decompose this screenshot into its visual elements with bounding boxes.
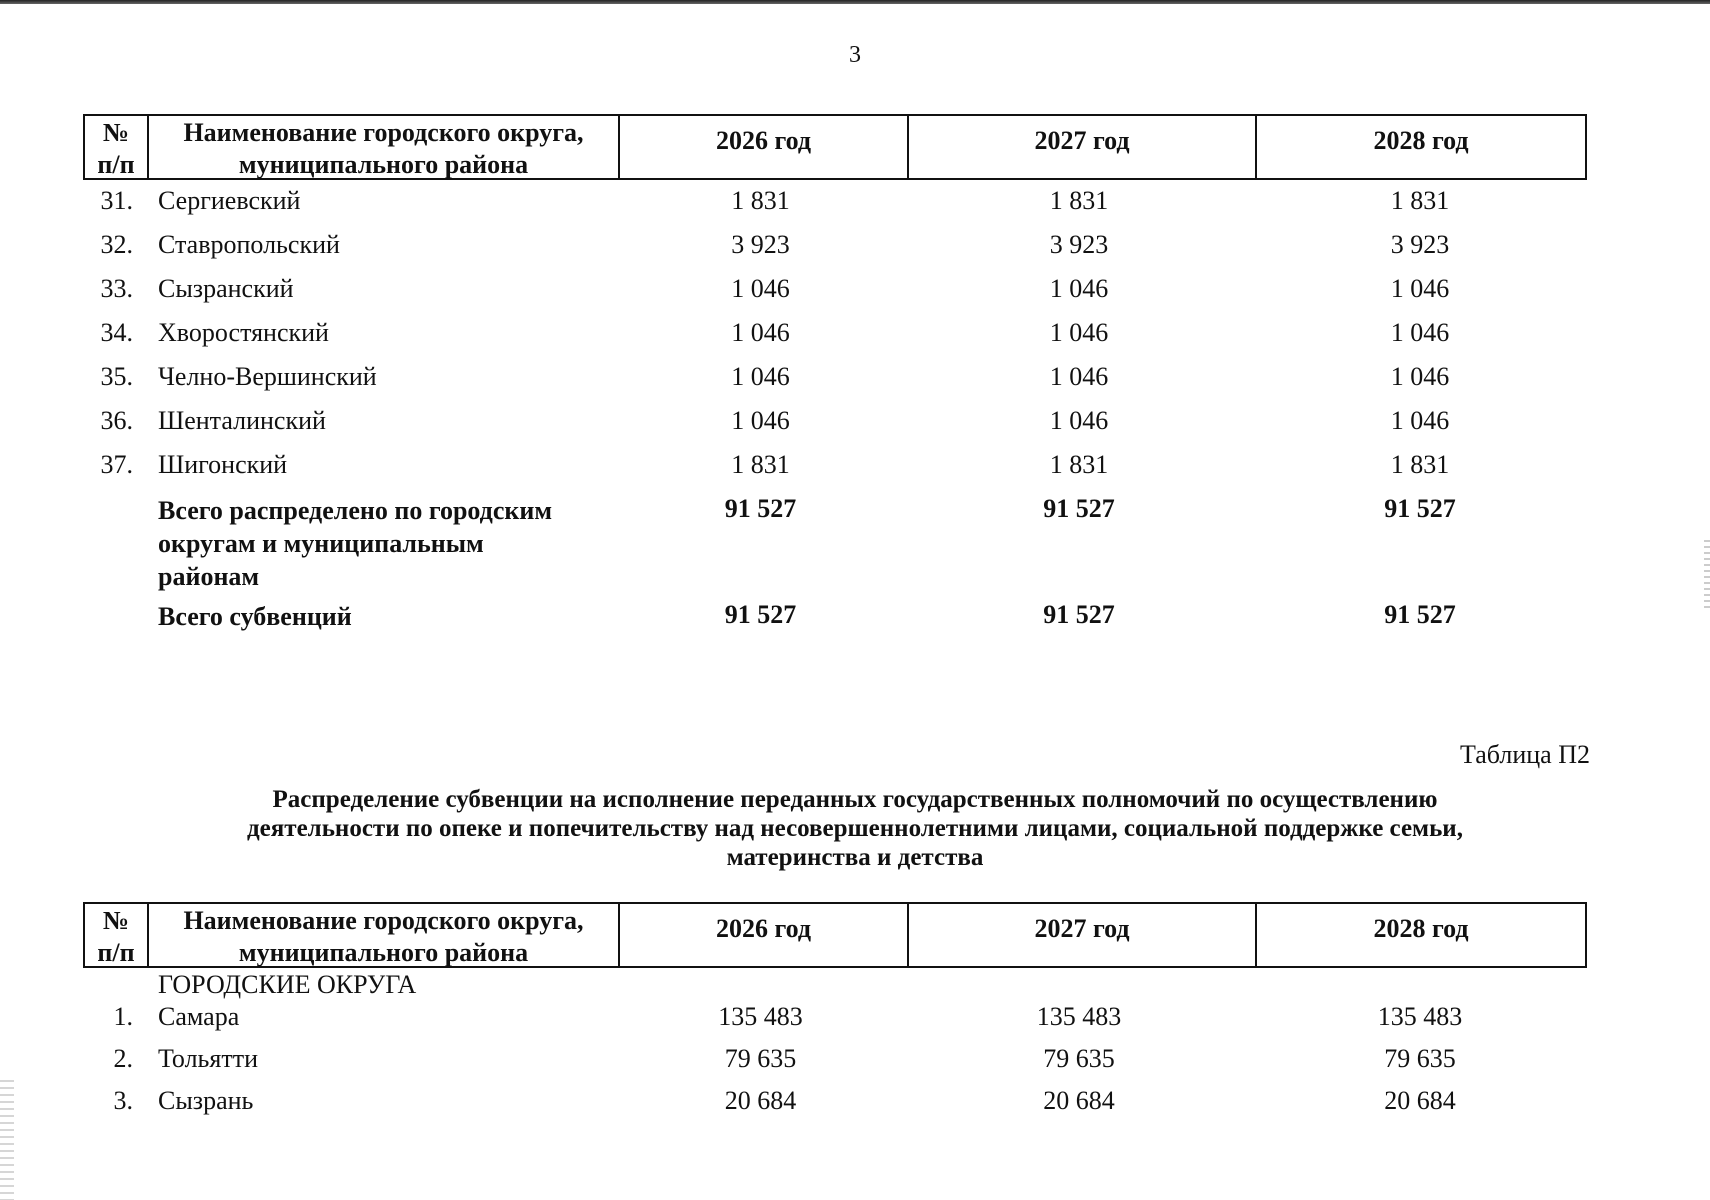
row-value-2026: 1 831 — [731, 450, 790, 479]
table-row — [83, 274, 1587, 318]
row-value-2028: 20 684 — [1384, 1086, 1456, 1115]
row-value-2027: 1 046 — [1049, 274, 1109, 303]
row-name: Челно-Вершинский — [158, 362, 377, 391]
total-distributed-2026: 91 527 — [724, 494, 797, 523]
row-number: 36. — [100, 406, 133, 435]
scan-noise-right — [1704, 540, 1710, 610]
table-title-line3: материнства и детства — [726, 844, 984, 871]
header-2028: 2028 год — [1255, 904, 1585, 966]
row-value-2028: 1 831 — [1390, 186, 1450, 215]
row-number: 3. — [113, 1086, 133, 1115]
table-row — [83, 362, 1587, 406]
header-num-line1: № — [102, 906, 130, 935]
row-value-2026: 1 831 — [731, 186, 790, 215]
row-value-2026: 79 635 — [724, 1044, 797, 1073]
row-name: Самара — [158, 1002, 240, 1031]
row-value-2026: 1 046 — [731, 274, 790, 303]
table-row — [83, 406, 1587, 450]
row-value-2027: 20 684 — [1043, 1086, 1115, 1115]
row-value-2028: 135 483 — [1377, 1002, 1463, 1031]
table-1-header — [83, 114, 1587, 180]
total-subventions-2026: 91 527 — [724, 600, 797, 629]
header-name-cell — [147, 904, 618, 966]
header-2027: 2027 год — [907, 116, 1255, 178]
section-label-city-districts: ГОРОДСКИЕ ОКРУГА — [158, 970, 417, 999]
table-1 — [83, 114, 1587, 644]
total-distributed-line2: округам и муниципальным — [158, 529, 484, 558]
table-2 — [83, 902, 1587, 1128]
row-value-2027: 1 046 — [1049, 318, 1109, 347]
header-num-line2: п/п — [97, 938, 135, 967]
row-number: 1. — [113, 1002, 133, 1031]
table-row — [83, 186, 1587, 230]
row-name: Сызрань — [158, 1086, 254, 1115]
row-name: Сызранский — [158, 274, 294, 303]
row-value-2028: 1 831 — [1390, 450, 1450, 479]
table-row — [83, 230, 1587, 274]
row-name: Сергиевский — [158, 186, 301, 215]
total-distributed-line1: Всего распределено по городским — [158, 496, 553, 525]
total-distributed-2028: 91 527 — [1384, 494, 1456, 523]
row-value-2028: 1 046 — [1390, 362, 1450, 391]
header-name-line2: муниципального района — [238, 938, 529, 967]
row-value-2027: 135 483 — [1036, 1002, 1122, 1031]
row-number: 34. — [100, 318, 133, 347]
row-value-2028: 1 046 — [1390, 406, 1450, 435]
table-title — [120, 785, 1590, 872]
row-number: 2. — [113, 1044, 133, 1073]
header-2027: 2027 год — [907, 904, 1255, 966]
row-value-2026: 1 046 — [731, 318, 790, 347]
header-name-line1: Наименование городского округа, — [183, 906, 584, 935]
row-number: 35. — [100, 362, 133, 391]
table-row — [83, 450, 1587, 494]
row-name: Шенталинский — [158, 406, 326, 435]
table-caption: Таблица П2 — [1460, 740, 1590, 769]
row-value-2026: 135 483 — [718, 1002, 803, 1031]
table-row — [83, 1044, 1587, 1086]
page-number: 3 — [849, 42, 861, 68]
table-title-line2: деятельности по опеке и попечительству над несовершеннолетними лицами, социальной поддержке семьи, — [247, 815, 1463, 842]
row-value-2027: 79 635 — [1043, 1044, 1115, 1073]
row-value-2027: 1 831 — [1049, 450, 1109, 479]
header-2028: 2028 год — [1255, 116, 1585, 178]
header-name-line2: муниципального района — [238, 150, 529, 179]
table-row — [83, 1002, 1587, 1044]
row-name: Ставропольский — [158, 230, 340, 259]
row-value-2028: 1 046 — [1390, 318, 1450, 347]
total-distributed-line3: районам — [158, 562, 260, 591]
row-value-2026: 1 046 — [731, 406, 790, 435]
header-num-line2: п/п — [97, 150, 135, 179]
row-number: 31. — [100, 186, 133, 215]
row-name: Хворостянский — [158, 318, 329, 347]
header-num-line1: № — [102, 118, 130, 147]
row-value-2027: 1 046 — [1049, 406, 1109, 435]
row-name: Тольятти — [158, 1044, 259, 1073]
row-value-2027: 1 831 — [1049, 186, 1109, 215]
total-subventions-2028: 91 527 — [1384, 600, 1456, 629]
header-num-cell — [85, 904, 147, 966]
row-value-2026: 3 923 — [731, 230, 790, 259]
table-title-line1: Распределение субвенции на исполнение переданных государственных полномочий по осуществлению — [272, 786, 1438, 813]
header-name-line1: Наименование городского округа, — [183, 118, 584, 147]
row-value-2028: 3 923 — [1390, 230, 1450, 259]
total-distributed-row — [83, 494, 1587, 600]
total-distributed-label — [158, 494, 618, 593]
row-value-2027: 3 923 — [1049, 230, 1109, 259]
total-distributed-2027: 91 527 — [1043, 494, 1115, 523]
row-value-2028: 1 046 — [1390, 274, 1450, 303]
row-value-2027: 1 046 — [1049, 362, 1109, 391]
table-2-header — [83, 902, 1587, 968]
header-name-cell — [147, 116, 618, 178]
total-subventions-label: Всего субвенций — [158, 602, 352, 631]
row-name: Шигонский — [158, 450, 288, 479]
total-subventions-row — [83, 600, 1587, 644]
header-num-cell — [85, 116, 147, 178]
header-2026: 2026 год — [618, 904, 907, 966]
table-row — [83, 318, 1587, 362]
header-2026: 2026 год — [618, 116, 907, 178]
row-value-2026: 20 684 — [724, 1086, 797, 1115]
row-value-2028: 79 635 — [1384, 1044, 1456, 1073]
row-value-2026: 1 046 — [731, 362, 790, 391]
row-number: 32. — [100, 230, 133, 259]
row-number: 37. — [100, 450, 133, 479]
scan-top-edge — [0, 0, 1710, 4]
total-subventions-2027: 91 527 — [1043, 600, 1115, 629]
scan-noise-left — [0, 1080, 14, 1200]
row-number: 33. — [100, 274, 133, 303]
table-row — [83, 1086, 1587, 1128]
